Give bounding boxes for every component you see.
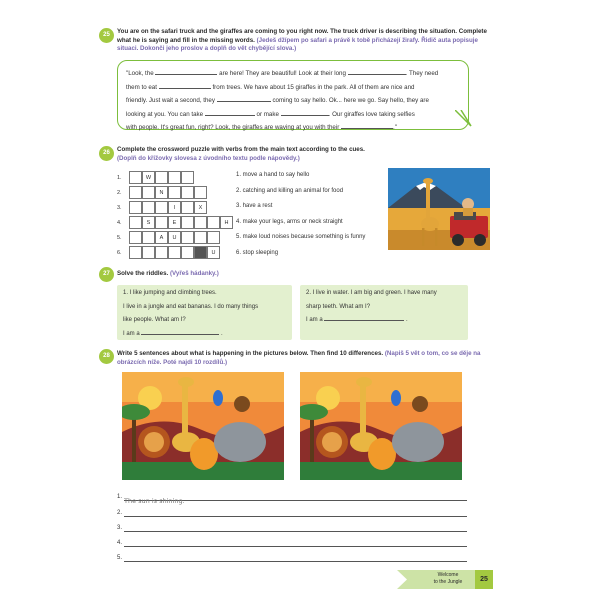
riddle-answer-label: I am a [306, 317, 323, 323]
line-number: 4. [117, 540, 123, 546]
footer-title [423, 572, 473, 586]
crossword-cell[interactable]: H [220, 216, 233, 229]
instruction-text: Complete the crossword puzzle with verbs from the main text according to the cues. [117, 146, 365, 153]
speech-text: looking at you. You can take [126, 110, 204, 118]
riddle-answer-blank[interactable] [324, 314, 404, 321]
riddle-answer-blank[interactable] [141, 328, 219, 335]
crossword-cell[interactable] [194, 216, 207, 229]
crossword-cell[interactable] [194, 186, 207, 199]
page-number: 25 [480, 576, 488, 583]
crossword-cell[interactable] [181, 171, 194, 184]
crossword-cell[interactable]: A [155, 231, 168, 244]
exercise-number-27: 27 [99, 267, 114, 282]
speech-text: coming to say hello. Ok... here we go. Say hello, they are [272, 97, 429, 104]
speech-text: friendly. Just wait a second, they [126, 97, 215, 104]
blank-2[interactable] [348, 68, 406, 75]
crossword-cell[interactable] [181, 231, 194, 244]
exercise-25-instruction [117, 28, 490, 54]
page-footer [397, 570, 515, 589]
crossword-cell[interactable] [155, 246, 168, 259]
line-number: 2. [117, 510, 123, 516]
crossword-cell[interactable] [129, 216, 142, 229]
example-sentence: The sun is shining. [124, 497, 185, 505]
writing-line-2[interactable] [124, 506, 467, 517]
hippo [214, 422, 266, 462]
riddle-line: sharp teeth. What am I? [306, 303, 371, 310]
lion [138, 426, 170, 458]
clue-item: 6. stop sleeping [236, 249, 279, 256]
riddle-answer-row: I am a . [123, 328, 286, 342]
crossword-cell[interactable]: X [194, 201, 207, 214]
crossword-cell[interactable] [142, 186, 155, 199]
instruction-czech: (Doplň do křížovky slovesa z úvodního textu podle nápovědy.) [117, 154, 300, 162]
crossword-clues [236, 172, 365, 265]
riddle-line: 1. I like jumping and climbing trees. [123, 290, 217, 296]
blank-3[interactable] [159, 82, 211, 89]
speech-text: them to eat [126, 83, 157, 91]
crossword-cell[interactable]: S [142, 216, 155, 229]
crossword-cell[interactable] [181, 186, 194, 199]
crossword-cell[interactable] [181, 216, 194, 229]
jungle-picture-right [300, 372, 462, 480]
crossword-cell[interactable] [181, 201, 194, 214]
blank-1[interactable] [155, 68, 217, 75]
clue-item: 1. move a hand to say hello [236, 172, 310, 178]
crossword-row-number: 3. [117, 205, 122, 211]
riddle-box-2 [300, 285, 468, 340]
monkey [412, 396, 428, 412]
parrot [213, 390, 223, 406]
speech-bubble [117, 60, 469, 130]
crossword-cell[interactable] [181, 246, 194, 259]
writing-line-5[interactable] [124, 551, 467, 562]
speech-text: . Our giraffes love taking selfies [328, 110, 415, 118]
riddle-answer-row: I am a . [306, 314, 462, 328]
riddle-line: like people. What am I? [123, 317, 186, 323]
exercise-number-25: 25 [99, 28, 114, 43]
crossword-cell[interactable] [129, 186, 142, 199]
line-number: 1. [117, 494, 123, 500]
clue-item: 3. have a rest [236, 203, 273, 209]
crossword-cell[interactable] [142, 246, 155, 259]
jungle-picture-left [122, 372, 284, 480]
riddle-answer-label: I am a [123, 330, 140, 337]
riddle-line: 2. I live in water. I am big and green. I have many [306, 290, 437, 296]
speech-text: . They need [405, 70, 439, 77]
crossword-cell[interactable] [129, 201, 142, 214]
safari-illustration [388, 168, 490, 250]
crossword-cell[interactable] [155, 171, 168, 184]
exercise-26-instruction [117, 146, 410, 163]
bubble-tail [455, 110, 473, 128]
crossword-row-number: 2. [117, 190, 122, 196]
crossword-cell[interactable] [194, 231, 207, 244]
instruction-text: Solve the riddles. [117, 270, 169, 277]
clue-item: 5. make loud noises because something is funny [236, 234, 366, 240]
crossword-cell[interactable]: U [168, 231, 181, 244]
driver-speech [126, 67, 460, 135]
footer-title-line: Welcome [437, 572, 459, 578]
crossword-cell[interactable] [207, 231, 220, 244]
lion [316, 426, 348, 458]
riddle-box-1 [117, 285, 292, 340]
tiger [368, 438, 396, 470]
footer-title-line: to the Jungle [433, 579, 463, 585]
crossword-cell[interactable]: U [207, 246, 220, 259]
speech-text: or make [256, 110, 279, 118]
riddle-line: I live in a jungle and eat bananas. I do many things [123, 303, 259, 310]
hippo [392, 422, 444, 462]
crossword-cell[interactable] [168, 171, 181, 184]
blank-4[interactable] [217, 95, 271, 102]
instruction-text: Write 5 sentences about what is happening in the pictures below. Then find 10 differences. [117, 350, 384, 357]
crossword-cell[interactable] [129, 171, 142, 184]
line-number: 5. [117, 555, 123, 561]
crossword-row-number: 5. [117, 235, 122, 241]
blank-6[interactable] [281, 109, 329, 116]
crossword-cell[interactable] [155, 201, 168, 214]
speech-text: with people. It's great fun, right? Look, the giraffes are waving at you with their [126, 124, 340, 131]
speech-text: from trees. We have about 15 giraffes in the park. All of them are nice and [212, 83, 415, 91]
crossword-cell[interactable] [129, 231, 142, 244]
crossword-cell[interactable] [168, 186, 181, 199]
tiger [190, 438, 218, 470]
crossword-cell[interactable]: W [142, 171, 155, 184]
instruction-czech: (Vyřeš hádanky.) [169, 270, 219, 277]
blank-7[interactable] [341, 122, 393, 129]
writing-line-4[interactable] [124, 536, 467, 547]
crossword-row-number: 4. [117, 220, 122, 226]
crossword-cell[interactable] [142, 201, 155, 214]
line-number: 3. [117, 525, 123, 531]
writing-line-1[interactable] [124, 490, 467, 505]
crossword-cell[interactable]: N [155, 186, 168, 199]
crossword-cell[interactable] [129, 246, 142, 259]
crossword-cell-shaded [194, 246, 207, 259]
writing-line-3[interactable] [124, 521, 467, 532]
exercise-27-instruction [117, 270, 490, 279]
speech-text: are here! They are beautiful! Look at their long [219, 70, 346, 77]
crossword-cell[interactable] [207, 216, 220, 229]
crossword-cell[interactable]: I [168, 201, 181, 214]
monkey [234, 396, 250, 412]
exercise-number-26: 26 [99, 146, 114, 161]
parrot [391, 390, 401, 406]
instruction-czech: (Napiš 5 vět o tom, co se děje na obrázcích níže. Poté najdi 10 rozdílů.) [117, 350, 481, 366]
instruction-text: You are on the safari truck and the giraffes are coming to you right now. The truck driver is describing the situation. Complete what he is saying and fill in the missing words. [117, 28, 487, 44]
instruction-czech: (Jedeš džípem po safari a právě k tobě přicházejí žirafy. Řidič auta popisuje situaci. Dokonči jeho proslov a doplň do vět chybějící slova.) [117, 36, 478, 53]
clue-item: 4. make your legs, arms or neck straight [236, 218, 343, 225]
exercise-number-28: 28 [99, 349, 114, 364]
exercise-28-instruction [117, 350, 490, 367]
crossword-cell[interactable] [168, 246, 181, 259]
crossword-row-number: 6. [117, 250, 122, 256]
crossword-row-number: 1. [117, 175, 122, 181]
crossword-cell[interactable] [142, 231, 155, 244]
clue-item: 2. catching and killing an animal for food [236, 187, 344, 194]
speech-text: "Look, the [126, 70, 154, 77]
speech-text: ." [393, 124, 397, 131]
blank-5[interactable] [205, 109, 255, 116]
crossword-cell[interactable] [155, 216, 168, 229]
crossword-cell[interactable]: E [168, 216, 181, 229]
